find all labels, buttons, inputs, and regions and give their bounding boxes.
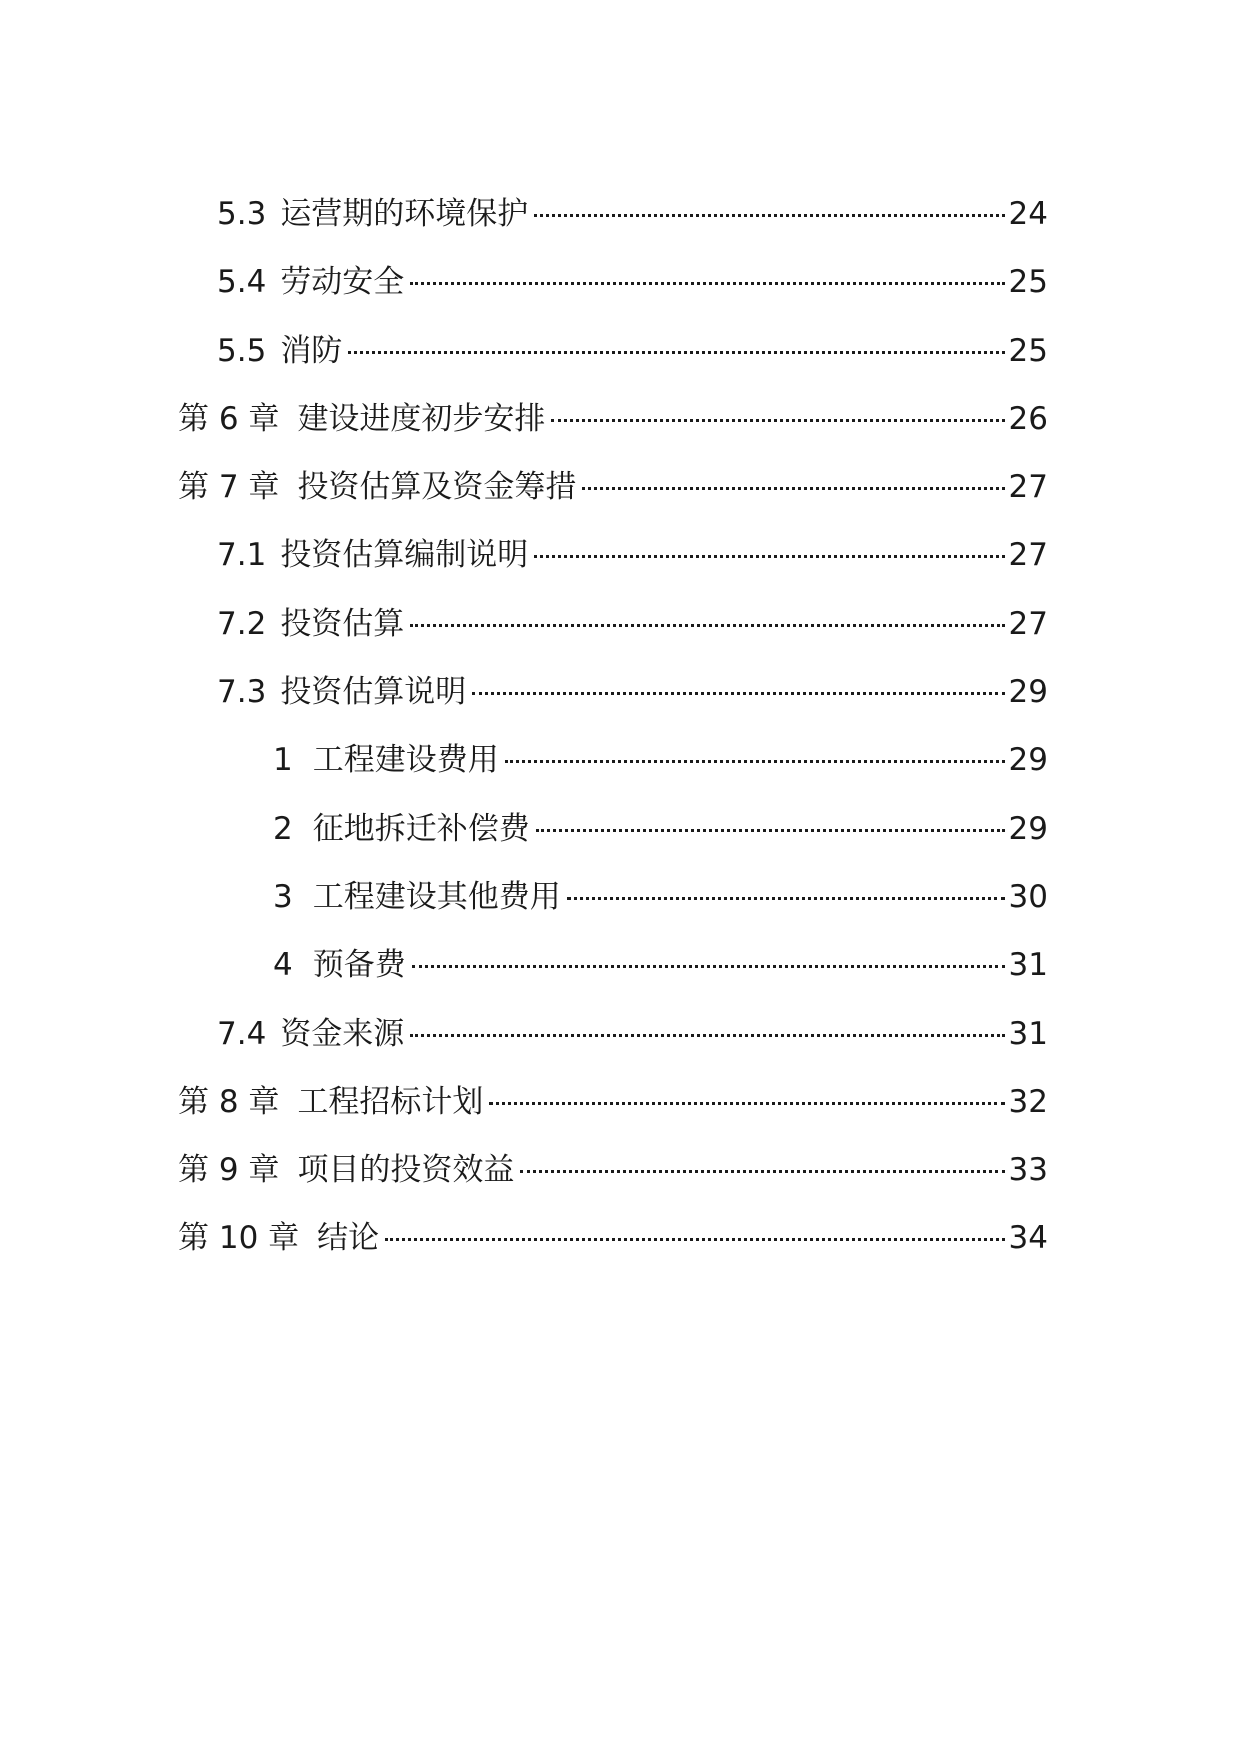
toc-entry-page: 24	[1008, 196, 1048, 232]
toc-entry-number: 5.4	[217, 264, 267, 301]
toc-entry-7-3-4[interactable]	[178, 931, 1048, 999]
toc-entry-title: 预备费	[312, 947, 406, 984]
dot-leader	[412, 965, 1005, 968]
toc-entry-number: 第 10 章	[178, 1220, 300, 1257]
toc-entry-title: 资金来源	[280, 1015, 405, 1052]
toc-entry-chapter-9[interactable]	[178, 1136, 1048, 1204]
toc-entry-page: 27	[1008, 469, 1048, 506]
toc-entry-page: 27	[1008, 605, 1048, 642]
toc-entry-number: 7.2	[217, 605, 267, 642]
toc-entry-number: 4	[273, 947, 293, 984]
toc-entry-chapter-10[interactable]	[178, 1204, 1048, 1272]
toc-entry-title: 建设进度初步安排	[297, 400, 546, 437]
toc-entry-title: 劳动安全	[280, 264, 405, 301]
toc-entry-title: 项目的投资效益	[297, 1152, 515, 1189]
toc-entry-number: 7.4	[217, 1015, 267, 1052]
dot-leader	[567, 897, 1005, 900]
table-of-contents	[178, 180, 1048, 1273]
toc-entry-title: 结论	[317, 1220, 380, 1257]
toc-entry-7-3[interactable]	[178, 658, 1048, 726]
toc-entry-7-1[interactable]	[178, 521, 1048, 589]
toc-entry-7-3-2[interactable]	[178, 795, 1048, 863]
toc-entry-5-5[interactable]	[178, 317, 1048, 385]
toc-entry-number: 第 8 章	[178, 1083, 280, 1120]
toc-entry-number: 1	[273, 742, 293, 779]
toc-entry-chapter-8[interactable]	[178, 1068, 1048, 1136]
toc-entry-title: 投资估算编制说明	[280, 537, 529, 574]
dot-leader	[534, 555, 1004, 558]
toc-entry-page: 29	[1008, 810, 1048, 847]
dot-leader	[534, 214, 1004, 217]
toc-entry-number: 第 7 章	[178, 469, 280, 506]
dot-leader	[536, 829, 1005, 832]
dot-leader	[520, 1170, 1004, 1173]
toc-entry-number: 7.1	[217, 537, 267, 574]
toc-entry-chapter-7[interactable]	[178, 453, 1048, 521]
toc-entry-page: 32	[1008, 1083, 1048, 1120]
dot-leader	[410, 624, 1004, 627]
toc-entry-title: 工程建设费用	[312, 742, 499, 779]
toc-entry-chapter-6[interactable]	[178, 385, 1048, 453]
toc-entry-7-3-1[interactable]	[178, 726, 1048, 794]
toc-entry-title: 征地拆迁补偿费	[312, 810, 530, 847]
toc-entry-page: 33	[1008, 1152, 1048, 1189]
toc-entry-page: 34	[1008, 1220, 1048, 1257]
toc-entry-page: 25	[1008, 332, 1048, 369]
toc-entry-7-2[interactable]	[178, 590, 1048, 658]
dot-leader	[505, 760, 1005, 763]
dot-leader	[582, 487, 1004, 490]
toc-entry-page: 25	[1008, 264, 1048, 301]
toc-entry-page: 29	[1008, 674, 1048, 711]
toc-entry-title: 工程建设其他费用	[312, 878, 561, 915]
toc-entry-page: 27	[1008, 537, 1048, 574]
dot-leader	[385, 1238, 1004, 1241]
toc-entry-title: 工程招标计划	[297, 1083, 484, 1120]
dot-leader	[348, 351, 1004, 354]
toc-entry-title: 投资估算	[280, 605, 405, 642]
dot-leader	[410, 1034, 1004, 1037]
toc-entry-number: 5.3	[217, 196, 267, 232]
toc-entry-5-3[interactable]	[178, 180, 1048, 248]
toc-entry-7-4[interactable]	[178, 1000, 1048, 1068]
toc-entry-number: 第 6 章	[178, 400, 280, 437]
dot-leader	[472, 692, 1004, 695]
toc-entry-5-4[interactable]	[178, 248, 1048, 316]
toc-entry-title: 投资估算及资金筹措	[297, 469, 577, 506]
toc-entry-page: 31	[1008, 1015, 1048, 1052]
toc-entry-title: 消防	[280, 332, 343, 369]
toc-entry-page: 26	[1008, 400, 1048, 437]
dot-leader	[551, 419, 1004, 422]
toc-entry-number: 2	[273, 810, 293, 847]
toc-entry-number: 第 9 章	[178, 1152, 280, 1189]
toc-entry-7-3-3[interactable]	[178, 863, 1048, 931]
toc-entry-number: 3	[273, 878, 293, 915]
toc-entry-page: 29	[1008, 742, 1048, 779]
dot-leader	[410, 282, 1004, 285]
toc-entry-page: 30	[1008, 878, 1048, 915]
toc-entry-title: 投资估算说明	[280, 674, 467, 711]
toc-entry-number: 5.5	[217, 332, 267, 369]
toc-entry-page: 31	[1008, 947, 1048, 984]
toc-entry-title: 运营期的环境保护	[280, 196, 529, 232]
toc-entry-number: 7.3	[217, 674, 267, 711]
dot-leader	[489, 1102, 1004, 1105]
